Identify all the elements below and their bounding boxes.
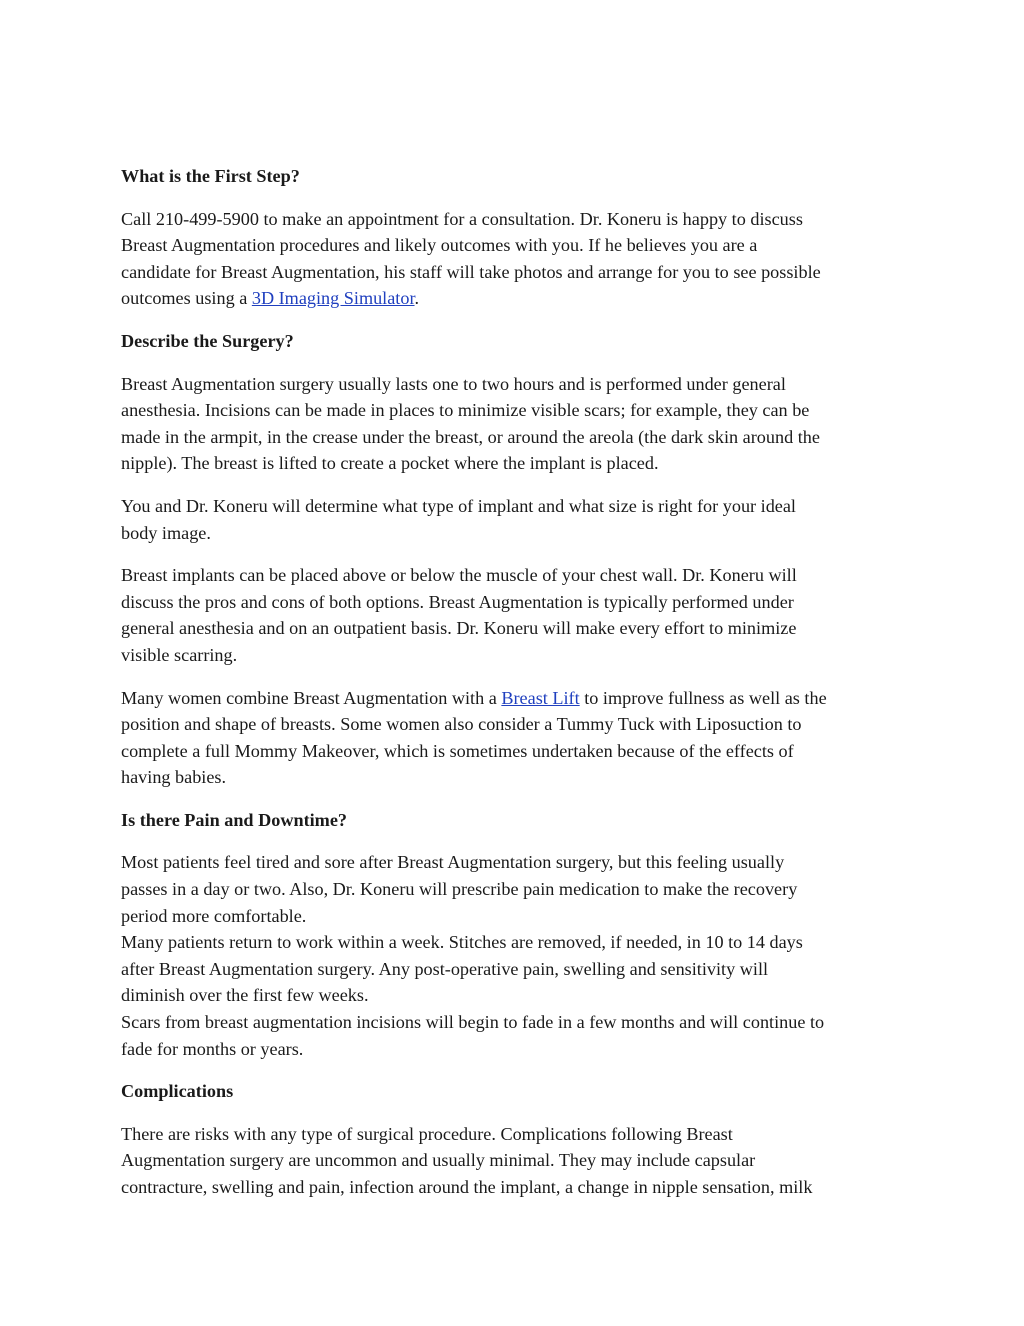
text-line-with-link [121, 685, 911, 712]
text-line-with-link [121, 285, 911, 312]
text-line: Many patients return to work within a week. Stitches are removed, if needed, in 10 to 14 days [121, 932, 803, 953]
paragraph-recovery [121, 849, 911, 1062]
text-line: position and shape of breasts. Some women also consider a Tummy Tuck with Liposuction to [121, 714, 802, 735]
text-line: Scars from breast augmentation incisions will begin to fade in a few months and will continue to [121, 1012, 825, 1033]
text-line: Breast Augmentation surgery usually lasts one to two hours and is performed under general [121, 373, 786, 394]
paragraph-implant-type [121, 493, 911, 546]
paragraph-complications [121, 1121, 911, 1201]
3d-imaging-simulator-link[interactable]: 3D Imaging Simulator [251, 288, 415, 309]
text-line: candidate for Breast Augmentation, his staff will take photos and arrange for you to see possible [121, 261, 821, 282]
text-line: diminish over the first few weeks. [121, 985, 369, 1006]
paragraph-surgery-description [121, 371, 911, 477]
text-line: period more comfortable. [121, 905, 307, 926]
text-fragment: Many women combine Breast Augmentation with a [121, 687, 502, 708]
breast-lift-link[interactable]: Breast Lift [501, 687, 580, 708]
text-line: fade for months or years. [121, 1038, 304, 1059]
heading-pain-downtime: Is there Pain and Downtime? [121, 809, 348, 830]
text-line: contracture, swelling and pain, infection around the implant, a change in nipple sensation, milk [121, 1177, 813, 1197]
text-line: passes in a day or two. Also, Dr. Koneru will prescribe pain medication to make the recovery [121, 879, 798, 900]
text-line: Call 210-499-5900 to make an appointment for a consultation. Dr. Koneru is happy to discuss [121, 208, 803, 229]
text-line: made in the armpit, in the crease under the breast, or around the areola (the dark skin around the [121, 426, 820, 447]
text-line: Breast Augmentation procedures and likely outcomes with you. If he believes you are a [121, 235, 758, 256]
text-line: You and Dr. Koneru will determine what type of implant and what size is right for your ideal [121, 495, 796, 516]
text-fragment: to improve fullness as well as the [579, 687, 827, 708]
heading-describe-surgery: Describe the Surgery? [121, 330, 294, 351]
text-line: Most patients feel tired and sore after Breast Augmentation surgery, but this feeling usually [121, 852, 785, 873]
heading-complications: Complications [121, 1081, 234, 1102]
text-line: having babies. [121, 767, 227, 788]
paragraph-first-step [121, 206, 911, 312]
document-body [121, 163, 911, 1217]
heading-first-step: What is the First Step? [121, 166, 300, 186]
text-fragment: outcomes using a [121, 288, 252, 309]
text-line: Augmentation surgery are uncommon and usually minimal. They may include capsular [121, 1150, 756, 1171]
text-line: nipple). The breast is lifted to create a pocket where the implant is placed. [121, 453, 659, 474]
text-line: visible scarring. [121, 644, 238, 665]
text-line: body image. [121, 522, 211, 543]
text-fragment: . [414, 288, 420, 309]
text-line: after Breast Augmentation surgery. Any post-operative pain, swelling and sensitivity will [121, 958, 769, 979]
paragraph-implant-placement [121, 562, 911, 668]
text-line: discuss the pros and cons of both options. Breast Augmentation is typically performed under [121, 591, 794, 612]
text-line: There are risks with any type of surgical procedure. Complications following Breast [121, 1123, 733, 1144]
paragraph-combine-procedures [121, 685, 911, 791]
text-line: anesthesia. Incisions can be made in places to minimize visible scars; for example, they can be [121, 400, 810, 421]
text-line: complete a full Mommy Makeover, which is sometimes undertaken because of the effects of [121, 740, 794, 761]
text-line: general anesthesia and on an outpatient basis. Dr. Koneru will make every effort to minimize [121, 618, 797, 639]
text-line: Breast implants can be placed above or below the muscle of your chest wall. Dr. Koneru will [121, 565, 797, 586]
